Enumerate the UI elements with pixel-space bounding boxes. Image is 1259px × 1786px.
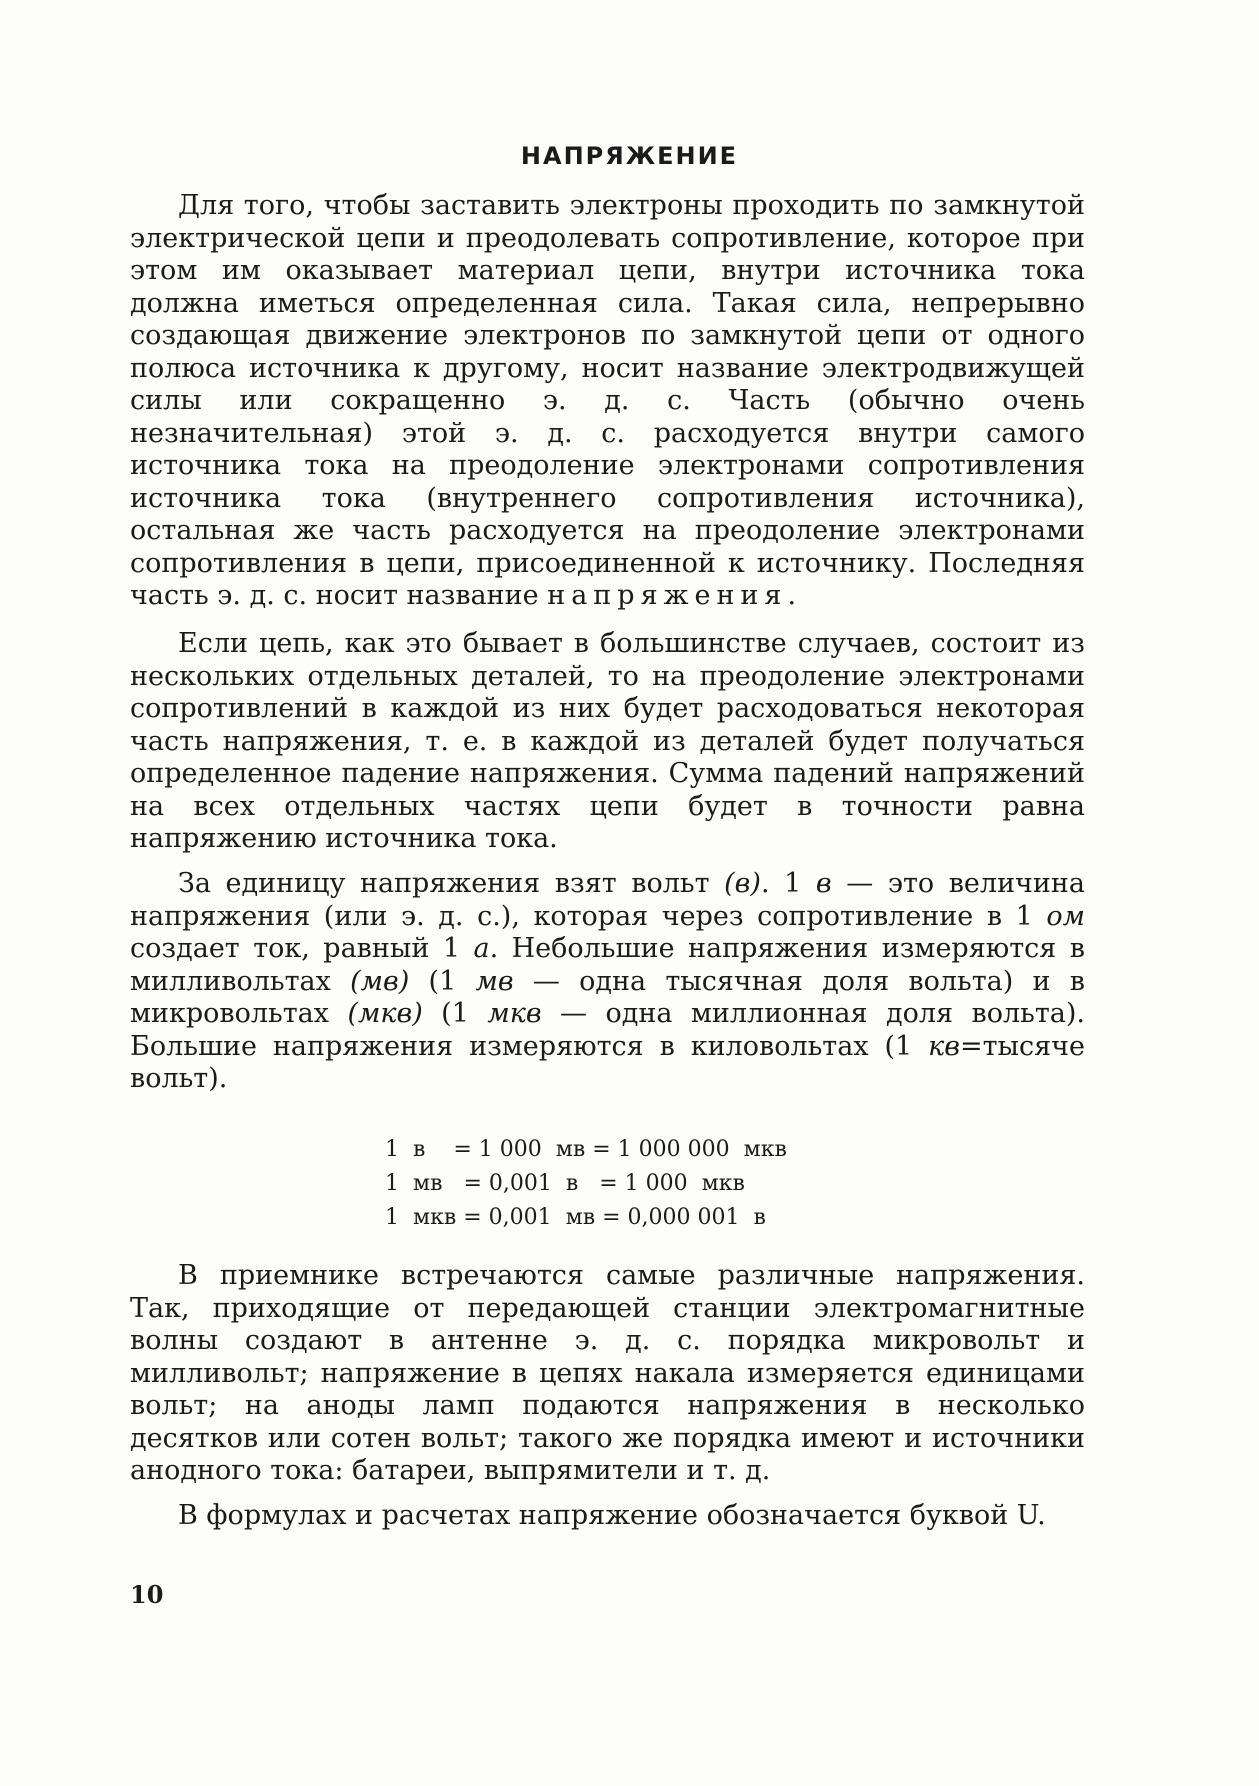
formula-row-millivolt: 1 мв = 0,001 в = 1 000 мкв [385, 1171, 745, 1196]
paragraph-1-term: напряжения [547, 580, 788, 611]
p3-mkv: (мкв) [347, 998, 423, 1029]
p3-a-unit: а [473, 933, 490, 964]
paragraph-1 [130, 190, 1085, 613]
p3-part-j: =тысяче вольт). [130, 1030, 1085, 1094]
paragraph-1-end: . [787, 580, 797, 611]
p3-part-b: . 1 [760, 868, 816, 899]
p3-mv2: мв [475, 965, 514, 997]
paragraph-2: Если цепь, как это бывает в большинстве случаев, состоит из нескольких отдельных деталей, то на преодоление электронами сопротивлений в каждой из них будет расходоваться некоторая часть напряжения, т. е. в каждой из деталей будет получаться определенное падение напряжения. Сумма падений напряжений на всех отдельных частях цепи будет в точности равна напряжению источника тока. [130, 628, 1085, 854]
formula-row-volt: 1 в = 1 000 мв = 1 000 000 мкв [385, 1137, 787, 1162]
p3-part-h: (1 [422, 998, 488, 1029]
p3-part-f: (1 [409, 965, 476, 997]
paragraph-3 [130, 868, 1085, 1096]
p3-part-g: — одна тысячная доля вольта) и в микровольтах [130, 965, 1085, 1029]
unit-conversion-formulas [385, 1133, 787, 1235]
p3-part-c: — это величина напряжения (или э. д. с.), которая через сопротивление в 1 [130, 868, 1085, 932]
paragraph-4: В приемнике встречаются самые различные напряжения. Так, приходящие от передающей станции электромагнитные волны создают в антенне э. д. с. порядка микровольт и милливольт; напряжение в цепях накала измеряется единицами вольт; на аноды ламп подаются напряжения в несколько десятков или сотен вольт; такого же порядка имеют и источники анодного тока: батареи, выпрямители и т. д. [130, 1260, 1085, 1486]
p3-mkv2: мкв [487, 998, 542, 1029]
p3-v: в [815, 868, 832, 899]
p3-part-i: — одна миллионная доля вольта). Большие напряжения измеряются в киловольтах (1 [130, 998, 1085, 1062]
p3-unit-v: (в) [724, 868, 761, 899]
p3-ohm: ом [1046, 900, 1085, 932]
formula-row-microvolt: 1 мкв = 0,001 мв = 0,000 001 в [385, 1205, 766, 1230]
page-title: НАПРЯЖЕНИЕ [520, 142, 739, 170]
page-number: 10 [130, 1580, 164, 1609]
paragraph-1-text: Для того, чтобы заставить электроны проходить по замкнутой электрической цепи и преодолевать сопротивление, которое при этом им оказывает материал цепи, внутри источника тока должна иметься определенная сила. Такая сила, непрерывно создающая движение электронов по замкнутой цепи от одного полюса источника к другому, носит название электродвижущей силы или сокращенно э. д. с. Часть (обычно очень незначительная) этой э. д. с. расходуется внутри самого источника тока на преодоление электронами сопротивления источника тока (внутреннего сопротивления источника), остальная же часть расходуется на преодоление электронами сопротивления в цепи, присоединенной к источнику. Последняя часть э. д. с. носит название [130, 190, 1085, 611]
p3-part-e: . Небольшие напряжения измеряются в милливольтах [130, 933, 1085, 997]
p3-part-d: создает ток, равный 1 [130, 933, 474, 964]
p3-mv: (мв) [350, 965, 410, 997]
p3-part-a: За единицу напряжения взят вольт [178, 868, 725, 899]
p3-kv: кв [928, 1030, 960, 1062]
paragraph-5: В формулах и расчетах напряжение обозначается буквой U. [178, 1500, 1046, 1531]
